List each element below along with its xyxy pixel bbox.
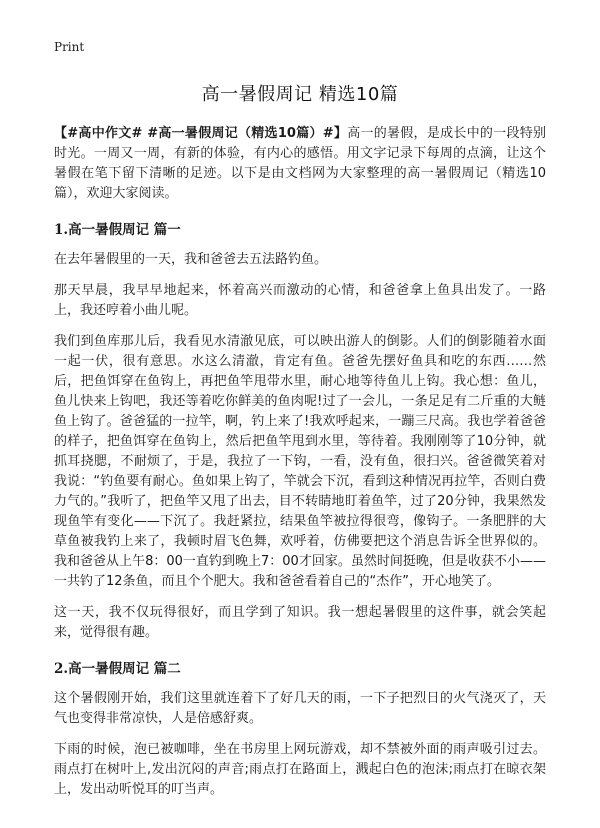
- section-2-paragraph-2: 下雨的时候，泡已被咖啡，坐在书房里上网玩游戏，却不禁被外面的雨声吸引过去。雨点打在树叶上,发出沉闷的声音;雨点打在路面上，溅起白色的泡沫;雨点打在晾衣架上，发出动听悦耳的叮当声。: [54, 742, 546, 797]
- section-heading-2: 2.高一暑假周记 篇二: [54, 661, 181, 677]
- intro-paragraph: [54, 124, 546, 204]
- section-heading-1: 1.高一暑假周记 篇一: [54, 222, 181, 238]
- article-body: [54, 124, 546, 811]
- section-1-paragraph-1: 在去年暑假里的一天，我和爸爸去五法路钓鱼。: [54, 252, 328, 267]
- section-2-paragraph-1: 这个暑假刚开始，我们这里就连着下了好几天的雨，一下子把烈日的火气浇灭了，天气也变得非常凉快，人是倍感舒爽。: [54, 691, 546, 726]
- section-1-paragraph-2: 那天早晨，我早早地起来，怀着高兴而激动的心情，和爸爸拿上鱼具出发了。一路上，我还哼着小曲儿呢。: [54, 283, 546, 318]
- print-label: Print: [54, 40, 85, 54]
- intro-tags: 【#高中作文# #高一暑假周记（精选10篇）#】: [54, 126, 348, 141]
- intro-text: 高一的暑假，是成长中的一段特别时光。一周又一周，有新的体验，有内心的感悟。用文字记录下每周的点滴，让这个暑假在笔下留下清晰的足迹。以下是由文档网为大家整理的高一暑假周记（精选10篇），欢迎大家阅读。: [54, 126, 546, 201]
- section-1-paragraph-4: 这一天，我不仅玩得很好，而且学到了知识。我一想起暑假里的这件事，就会笑起来，觉得很有趣。: [54, 605, 546, 640]
- section-1-paragraph-3: 我们到鱼库那儿后，我看见水清澈见底，可以映出游人的倒影。人们的倒影随着水面一起一伏，很有意思。水这么清澈，肯定有鱼。爸爸先摆好鱼具和吃的东西……然后，把鱼饵穿在鱼钩上，再把鱼竿甩带水里，耐心地等待鱼儿上钩。我心想：鱼儿，鱼儿快来上钩吧，我还等着吃你鲜美的鱼肉呢!过了一会儿，一条足足有二斤重的大鲢鱼上钩了。爸爸猛的一拉竿，啊，钓上来了!我欢呼起来，一蹦三尺高。我也学着爸爸的样子，把鱼饵穿在鱼钩上，然后把鱼竿甩到水里，等待着。我刚刚等了10分钟，就抓耳挠腮，不耐烦了，于是，我拉了一下钩，一看，没有鱼，很扫兴。爸爸微笑着对我说：“钓鱼要有耐心。鱼如果上钩了，竿就会下沉，看到这种情况再拉竿，否则白费力气的。”我听了，把鱼竿又甩了出去，目不转睛地盯着鱼竿，过了20分钟，我果然发现鱼竿有变化——下沉了。我赶紧拉，结果鱼竿被拉得很弯，像钩子。一条肥胖的大草鱼被我钓上来了，我顿时眉飞色舞，欢呼着，仿佛要把这个消息告诉全世界似的。我和爸爸从上午8：00一直钓到晚上7：00才回家。虽然时间挺晚，但是收获不小——一共钓了12条鱼，而且个个肥大。我和爸爸看着自己的“杰作”，开心地笑了。: [54, 334, 546, 589]
- page-title: 高一暑假周记 精选10篇: [201, 84, 399, 105]
